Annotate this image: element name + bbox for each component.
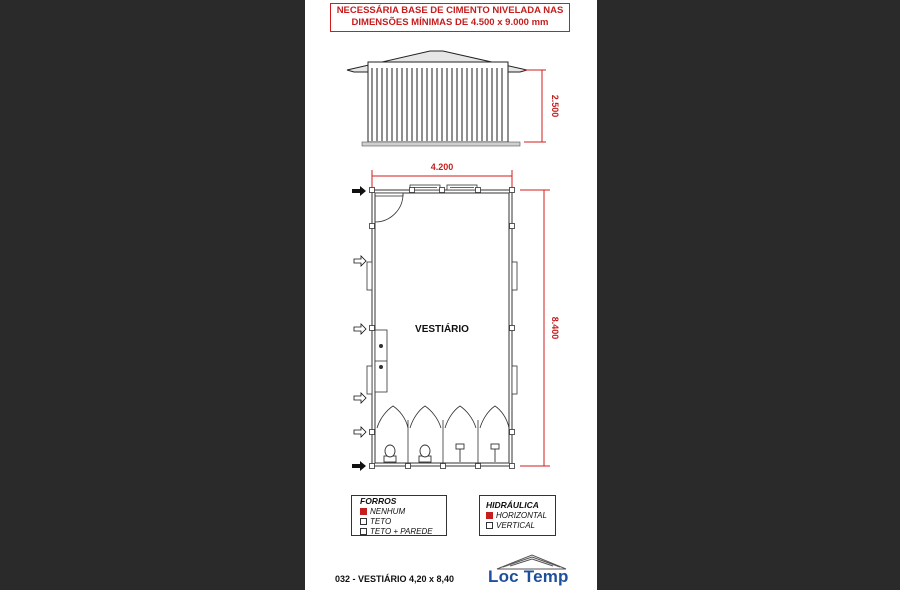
drawing-code: 032 - VESTIÁRIO 4,20 x 8,40 bbox=[335, 574, 455, 584]
wall-post bbox=[410, 188, 415, 193]
wall-post bbox=[441, 464, 446, 469]
hidraulica-legend bbox=[479, 495, 556, 536]
length-dimension bbox=[520, 190, 550, 466]
arrow-outline bbox=[354, 427, 366, 437]
arrow-filled-bottom bbox=[352, 461, 366, 471]
brand-name: Loc Temp bbox=[488, 567, 569, 586]
forros-option-teto[interactable]: TETO bbox=[360, 516, 446, 526]
sink-counter bbox=[375, 330, 387, 392]
wall-post bbox=[440, 188, 445, 193]
side-arrows bbox=[352, 186, 366, 471]
front-elevation bbox=[347, 51, 527, 146]
height-dimension bbox=[524, 70, 546, 142]
checkbox-icon bbox=[486, 522, 493, 529]
wall-post bbox=[406, 464, 411, 469]
hidraulica-option-vertical[interactable]: VERTICAL bbox=[486, 520, 555, 530]
checkbox-icon bbox=[360, 518, 367, 525]
checkbox-icon bbox=[360, 528, 367, 535]
wall-post bbox=[510, 430, 515, 435]
arrow-outline bbox=[354, 393, 366, 403]
hidraulica-option-horizontal[interactable]: HORIZONTAL bbox=[486, 510, 555, 520]
notice-line-2: DIMENSÕES MÍNIMAS DE 4.500 x 9.000 mm bbox=[351, 17, 549, 28]
floor-plan bbox=[367, 185, 517, 469]
wall-post bbox=[370, 464, 375, 469]
wall-corrugation bbox=[372, 68, 502, 141]
wall-post bbox=[510, 224, 515, 229]
wall-post bbox=[510, 188, 515, 193]
checkbox-icon bbox=[486, 512, 493, 519]
room-label: VESTIÁRIO bbox=[415, 324, 469, 335]
wall-post bbox=[476, 188, 481, 193]
wall-post bbox=[510, 326, 515, 331]
forros-title: FORROS bbox=[360, 496, 397, 506]
width-dimension-label: 4.200 bbox=[430, 162, 454, 172]
wall-post bbox=[476, 464, 481, 469]
wall-post bbox=[370, 430, 375, 435]
toilet-fixtures bbox=[384, 444, 499, 462]
base-slab bbox=[362, 142, 520, 146]
arrow-filled-top bbox=[352, 186, 366, 196]
notice-line-1: NECESSÁRIA BASE DE CIMENTO NIVELADA NAS bbox=[336, 5, 564, 16]
hidraulica-title: HIDRÁULICA bbox=[486, 500, 539, 510]
toilet-stalls bbox=[377, 406, 509, 463]
entry-door bbox=[375, 193, 403, 222]
checkbox-icon bbox=[360, 508, 367, 515]
wall-post bbox=[370, 224, 375, 229]
width-dimension bbox=[372, 170, 512, 190]
arrow-outline bbox=[354, 256, 366, 266]
wall-post bbox=[510, 464, 515, 469]
length-dimension-label: 8.400 bbox=[550, 316, 560, 340]
height-dimension-label: 2.500 bbox=[550, 94, 560, 118]
wall-post bbox=[370, 188, 375, 193]
forros-option-nenhum[interactable]: NENHUM bbox=[360, 506, 446, 516]
wall-post bbox=[370, 326, 375, 331]
forros-legend bbox=[351, 495, 447, 536]
arrow-outline bbox=[354, 324, 366, 334]
forros-option-teto-parede[interactable]: TETO + PAREDE bbox=[360, 526, 446, 536]
